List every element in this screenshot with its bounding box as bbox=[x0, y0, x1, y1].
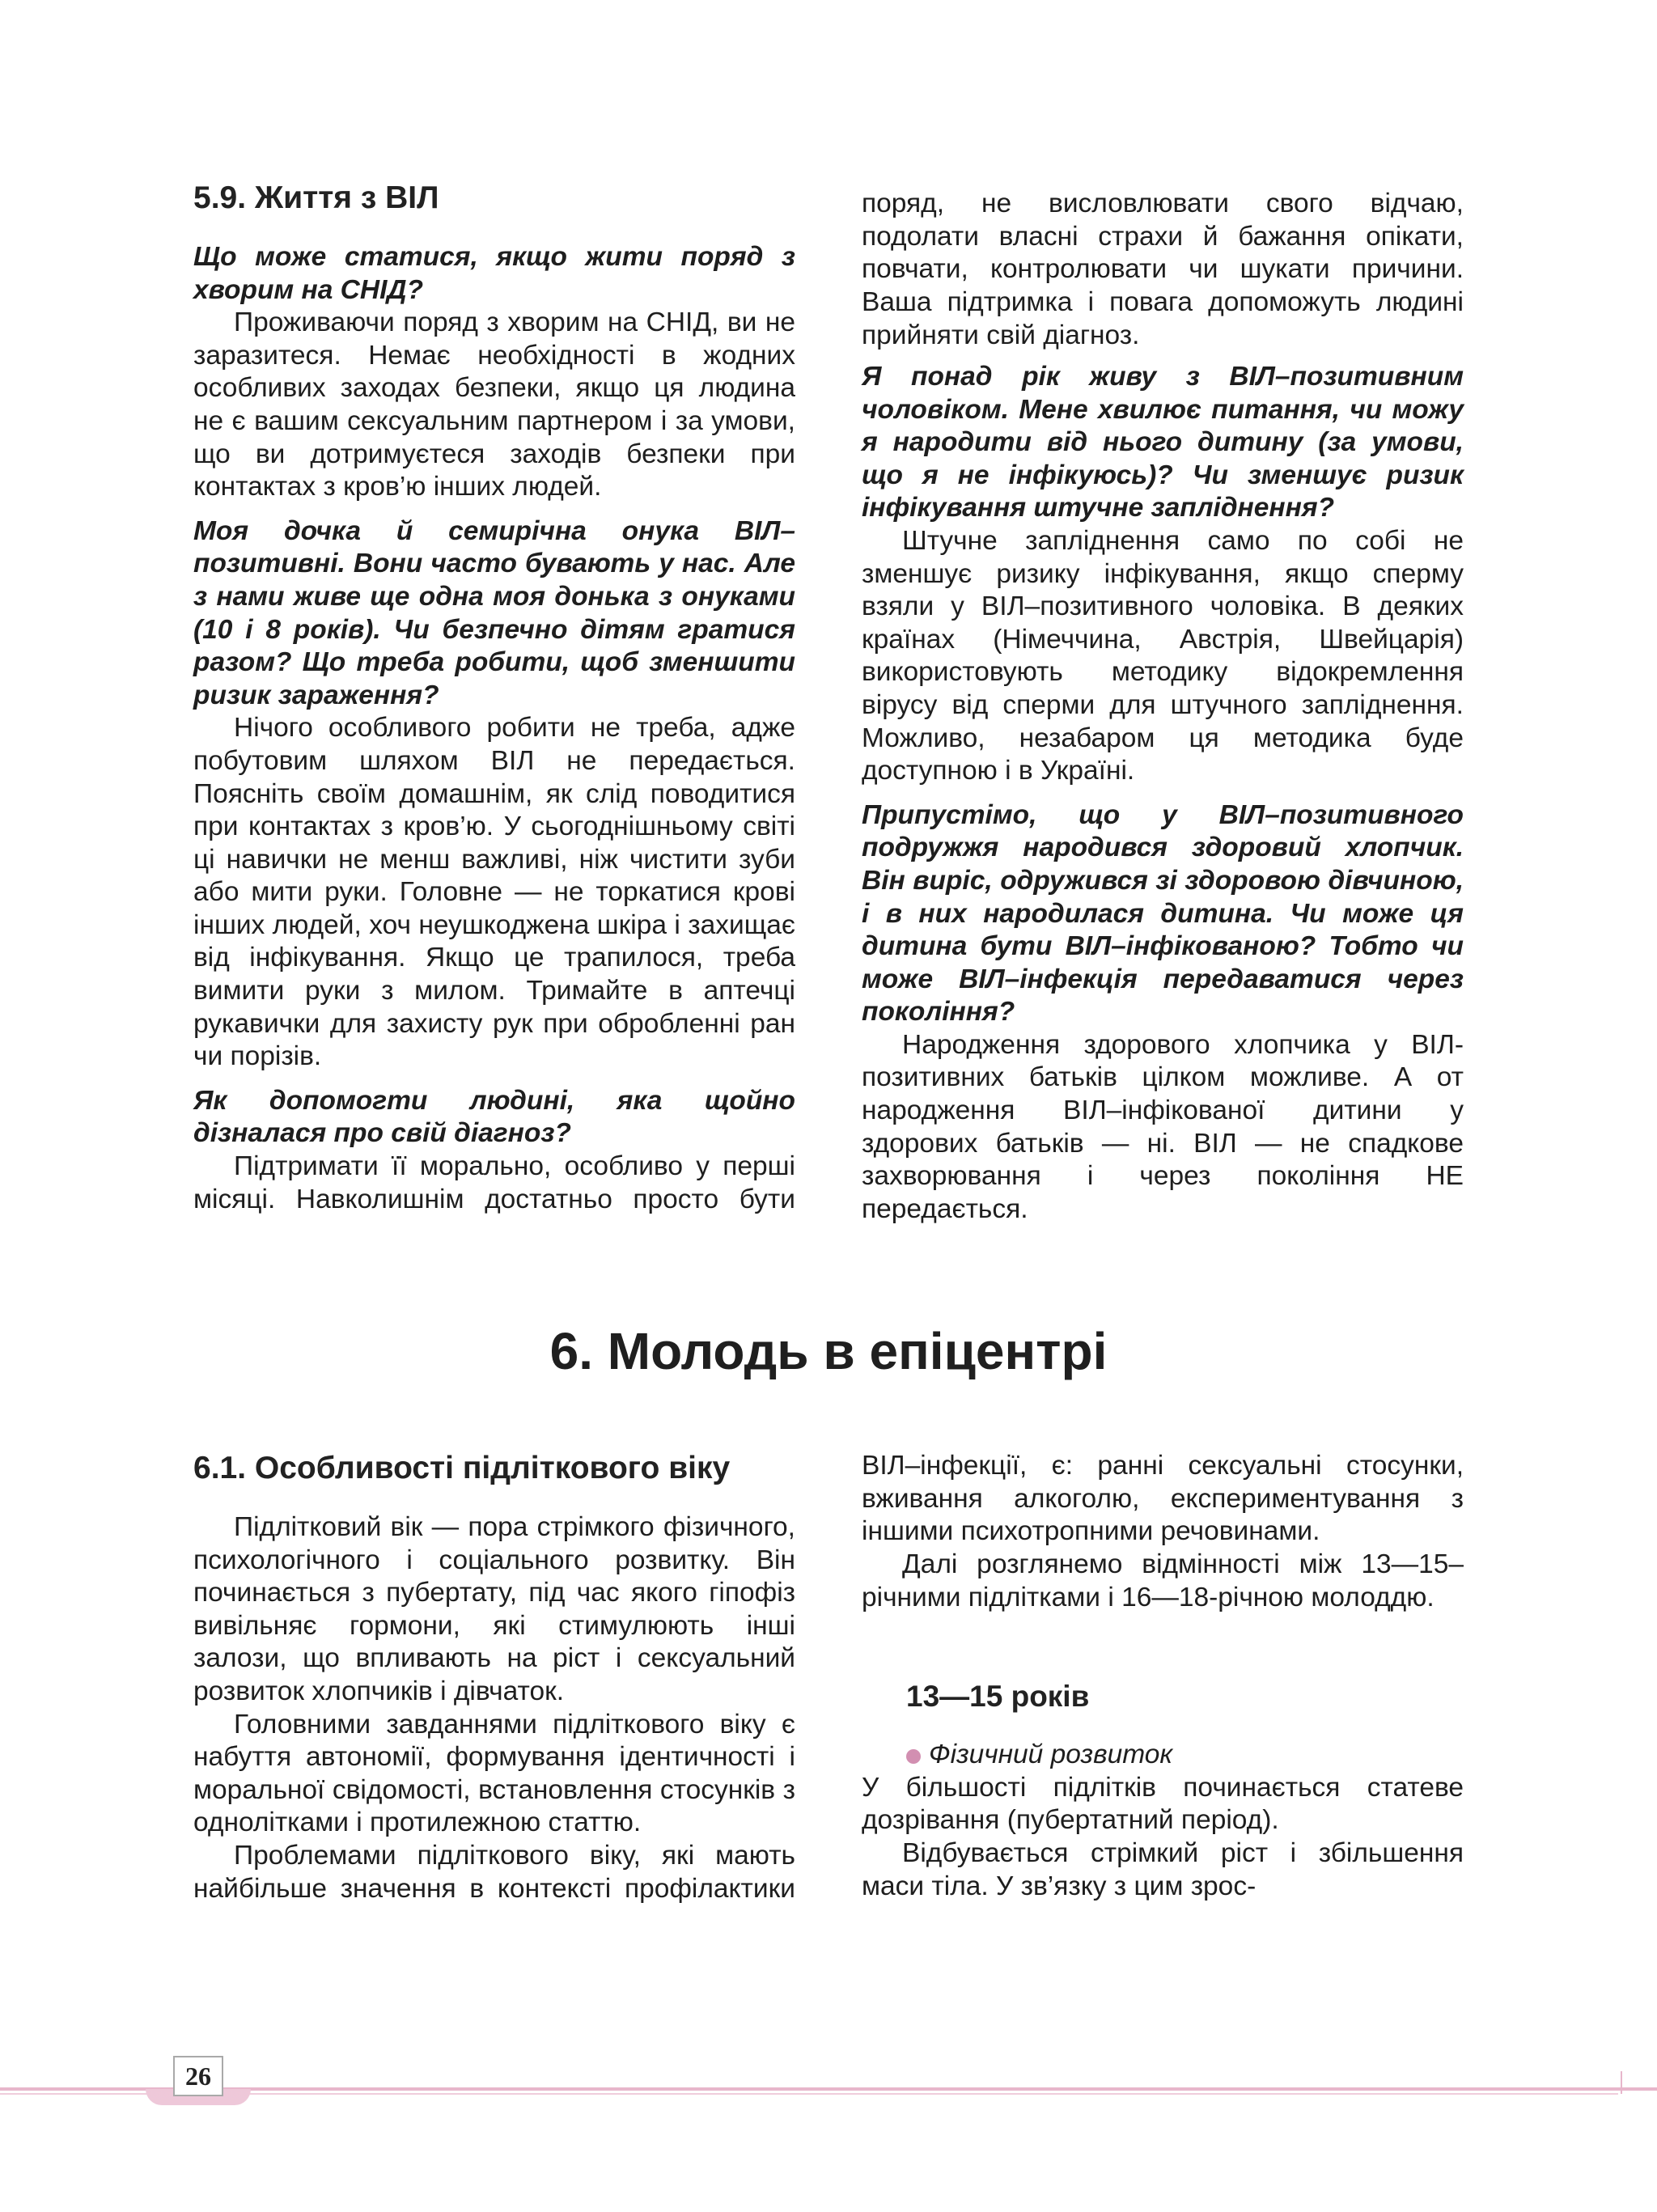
question-1: Що може статися, якщо жити поряд з хворим на СНІД? bbox=[193, 242, 795, 305]
section-title-6-1: 6.1. Особливості підліткового віку bbox=[193, 1451, 731, 1485]
question-3: Як допомогти людині, яка щойно дізналася про свій діагноз? bbox=[193, 1085, 795, 1149]
answer-4: Штучне запліднення само по собі не зменшує ризику інфікування, якщо сперму взяли у ВІЛ–позитивного чоловіка. В деяких країнах (Німеччина, Австрія, Швейцарія) використовують методику відокремлення вірусу від сперми для штучного запліднення. Можливо, незабаром ця методика буде доступною і в Україні. bbox=[862, 525, 1464, 786]
column-left-top bbox=[193, 178, 795, 1215]
answer-1: Проживаючи поряд з хворим на СНІД, ви не заразитеся. Немає необхідності в жодних особливих заходах безпеки, якщо ця людина не є вашим сексуальним партнером і за умови, що ви дотримуєтеся заходів безпеки при контактах з кров’ю інших людей. bbox=[193, 307, 795, 502]
paragraph-5: У більшості підлітків починається статеве дозрівання (пубертатний період). bbox=[862, 1772, 1464, 1836]
paragraph-6: Відбувається стрімкий ріст і збільшення маси тіла. У зв’язку з цим зрос- bbox=[862, 1837, 1464, 1901]
answer-3-part bbox=[193, 1150, 795, 1215]
bullet-physical-development bbox=[862, 1739, 1464, 1772]
answer-3-continued bbox=[862, 188, 1464, 350]
age-heading: 13—15 років bbox=[906, 1680, 1090, 1714]
bullet-label: Фізичний розвиток bbox=[929, 1740, 1173, 1770]
paragraph-3-tail-text: ВІЛ–інфекції, є: ранні сексуальні стосунки, вживання алкоголю, експериментування з іншими психотропними речовинами. bbox=[862, 1451, 1464, 1547]
paragraph-3-tail bbox=[862, 1450, 1464, 1549]
column-left-bottom bbox=[193, 1448, 795, 1905]
question-5: Припустімо, що у ВІЛ–позитивного подружжя народився здоровий хлопчик. Він виріс, одружився зі здоровою дівчиною, і в них народилася дитина. Чи може ця дитина бути ВІЛ–інфікованою? Тобто чи може ВІЛ–інфекція передаватися через покоління? bbox=[862, 799, 1464, 1028]
chapter-title: 6. Молодь в епіцентрі bbox=[549, 1322, 1108, 1380]
paragraph-1: Підлітковий вік — пора стрімкого фізичного, психологічного і соціального розвитку. Він починається з пубертату, під час якого гіпофіз вивільняє гормони, які стимулюють інші залози, що впливають на ріст і сексуальний розвиток хлопчиків і дівчаток. bbox=[193, 1512, 795, 1706]
page-number: 26 bbox=[173, 2056, 223, 2096]
column-right-top bbox=[862, 188, 1464, 1226]
answer-3-tail-text: поряд, не висловлювати свого відчаю, подолати власні страхи й бажання опікати, повчати, контролювати чи шукати причини. Ваша підтримка і повага допоможуть людині прийняти свій діагноз. bbox=[862, 189, 1464, 350]
footer-tick bbox=[1621, 2071, 1622, 2094]
answer-3: Підтримати її морально, особливо у перші місяці. Навколишнім достатньо просто бути bbox=[193, 1151, 795, 1214]
paragraph-2: Головними завданнями підліткового віку є набуття автономії, формування ідентичності і моральної свідомості, встановлення стосунків з однолітками і протилежною статтю. bbox=[193, 1709, 795, 1838]
paragraph-3: Проблемами підліткового віку, які мають найбільше значення в контексті профілактики bbox=[193, 1840, 795, 1904]
answer-3-tail bbox=[862, 188, 1464, 350]
paragraph-4: Далі розглянемо відмінності між 13—15–річними підлітками і 16—18-річною молоддю. bbox=[862, 1549, 1464, 1612]
paragraph-3-continued bbox=[862, 1450, 1464, 1549]
question-4: Я понад рік живу з ВІЛ–позитивним чоловіком. Мене хвилює питання, чи можу я народити від нього дитину (за умови, що я не інфікуюсь)? Чи зменшує ризик інфікування штучне запліднення? bbox=[862, 362, 1464, 523]
section-title-5-9: 5.9. Життя з ВІЛ bbox=[193, 180, 439, 215]
paragraph-3-part bbox=[193, 1840, 795, 1905]
answer-5: Народження здорового хлопчика у ВІЛ-позитивних батьків цілком можливе. А от народження ВІЛ–інфікованої дитини у здорових батьків — ні. ВІЛ — не спадкове захворювання і через покоління НЕ передається. bbox=[862, 1029, 1464, 1224]
column-right-bottom bbox=[862, 1450, 1464, 1903]
answer-2: Нічого особливого робити не треба, адже побутовим шляхом ВІЛ не передається. Поясніть своїм домашнім, як слід поводитися при контактах з кров’ю. У сьогоднішньому світі ці навички не менш важливі, ніж чистити зуби або мити руки. Головне — не торкатися крові інших людей, хоч неушкоджена шкіра і захищає від інфікування. Якщо це трапилося, треба вимити руки з милом. Тримайте в аптечці рукавички для захисту рук при обробленні ран чи порізів. bbox=[193, 713, 795, 1072]
question-2: Моя дочка й семирічна онука ВІЛ–позитивні. Вони часто бувають у нас. Але з нами живе ще одна моя донька з онуками (10 і 8 років). Чи безпечно дітям гратися разом? Що треба робити, щоб зменшити ризик зараження? bbox=[193, 515, 795, 710]
